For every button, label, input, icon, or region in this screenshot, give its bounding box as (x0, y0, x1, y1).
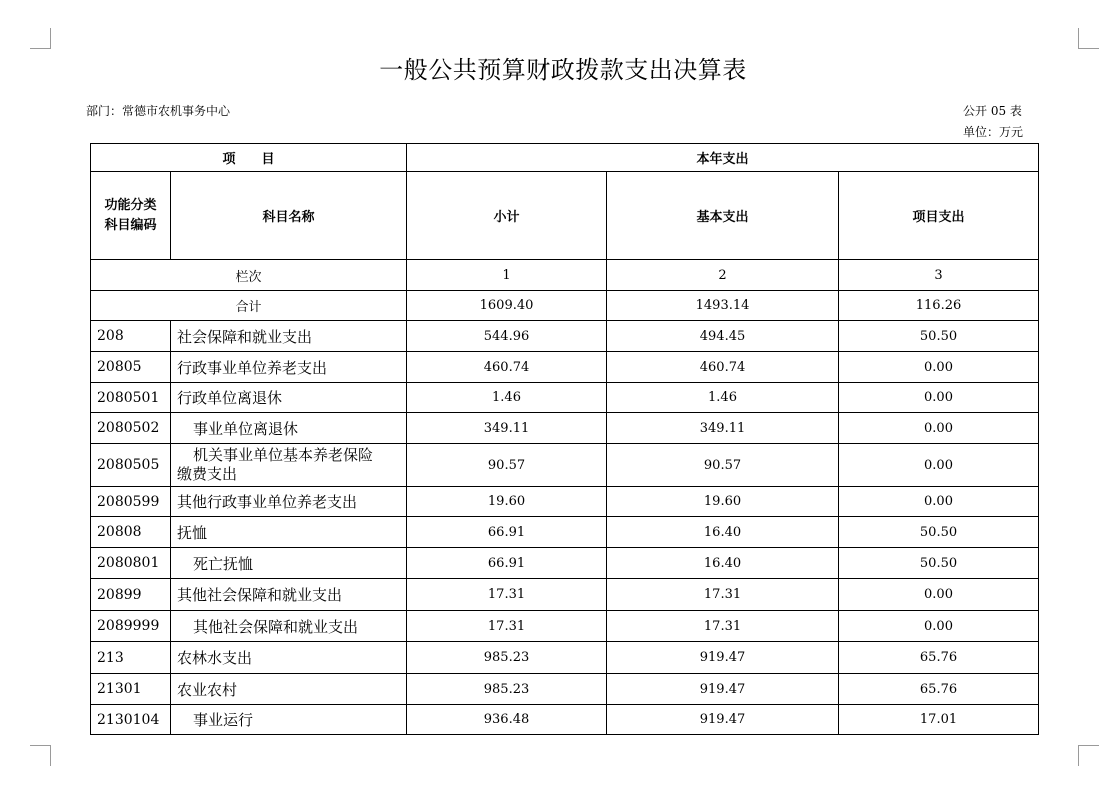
row-subtotal: 66.91 (407, 548, 607, 579)
row-code: 21301 (91, 674, 171, 705)
row-basic: 17.31 (607, 611, 839, 642)
total-label: 合计 (91, 291, 407, 321)
row-name: 行政单位离退休 (171, 383, 407, 413)
table-row (91, 352, 1039, 383)
row-subtotal: 985.23 (407, 674, 607, 705)
row-subtotal: 17.31 (407, 611, 607, 642)
header-name: 科目名称 (171, 172, 407, 260)
row-code: 2080502 (91, 413, 171, 444)
row-subtotal: 17.31 (407, 579, 607, 611)
table-row (91, 548, 1039, 579)
header-current-year: 本年支出 (407, 144, 1039, 172)
row-project: 50.50 (839, 517, 1039, 548)
row-code: 208 (91, 321, 171, 352)
row-project: 0.00 (839, 383, 1039, 413)
table-row (91, 705, 1039, 735)
header-subtotal: 小计 (407, 172, 607, 260)
header-project-exp: 项目支出 (839, 172, 1039, 260)
row-subtotal: 19.60 (407, 487, 607, 517)
row-name: 事业单位离退休 (171, 413, 407, 444)
crop-mark-bottom-right (1078, 745, 1099, 766)
row-basic: 90.57 (607, 444, 839, 487)
row-basic: 1.46 (607, 383, 839, 413)
header-project: 项 目 (91, 144, 407, 172)
row-project: 0.00 (839, 444, 1039, 487)
table-row (91, 674, 1039, 705)
row-subtotal: 985.23 (407, 642, 607, 674)
row-basic: 919.47 (607, 674, 839, 705)
column-number-2: 2 (607, 260, 839, 291)
row-subtotal: 66.91 (407, 517, 607, 548)
table-row (91, 321, 1039, 352)
row-name: 农业农村 (171, 674, 407, 705)
row-name: 其他社会保障和就业支出 (171, 611, 407, 642)
row-project: 0.00 (839, 352, 1039, 383)
row-name: 死亡抚恤 (171, 548, 407, 579)
row-project: 65.76 (839, 674, 1039, 705)
row-basic: 919.47 (607, 705, 839, 735)
total-project: 116.26 (839, 291, 1039, 321)
row-basic: 16.40 (607, 517, 839, 548)
row-subtotal: 936.48 (407, 705, 607, 735)
table-row (91, 517, 1039, 548)
unit-label: 单位：万元 (963, 125, 1024, 139)
row-code: 2080501 (91, 383, 171, 413)
row-subtotal: 1.46 (407, 383, 607, 413)
table-row (91, 413, 1039, 444)
total-subtotal: 1609.40 (407, 291, 607, 321)
page-title: 一般公共预算财政拨款支出决算表 (379, 56, 747, 84)
row-basic: 460.74 (607, 352, 839, 383)
crop-mark-bottom-left (30, 745, 51, 766)
row-project: 17.01 (839, 705, 1039, 735)
column-number-3: 3 (839, 260, 1039, 291)
row-basic: 919.47 (607, 642, 839, 674)
table-row (91, 487, 1039, 517)
row-name: 机关事业单位基本养老保险 缴费支出 (171, 444, 407, 487)
header-row-top (91, 144, 1039, 172)
row-name: 其他行政事业单位养老支出 (171, 487, 407, 517)
row-basic: 17.31 (607, 579, 839, 611)
table-row (91, 642, 1039, 674)
row-code: 20899 (91, 579, 171, 611)
row-code: 2080599 (91, 487, 171, 517)
row-code: 20808 (91, 517, 171, 548)
total-basic: 1493.14 (607, 291, 839, 321)
row-code: 2089999 (91, 611, 171, 642)
row-basic: 494.45 (607, 321, 839, 352)
crop-mark-top-right (1078, 28, 1099, 49)
column-number-1: 1 (407, 260, 607, 291)
column-number-row (91, 260, 1039, 291)
expenditure-table (90, 143, 1039, 735)
row-name: 事业运行 (171, 705, 407, 735)
table-row (91, 611, 1039, 642)
row-project: 50.50 (839, 548, 1039, 579)
row-code: 20805 (91, 352, 171, 383)
row-subtotal: 90.57 (407, 444, 607, 487)
row-project: 50.50 (839, 321, 1039, 352)
row-subtotal: 349.11 (407, 413, 607, 444)
row-name: 抚恤 (171, 517, 407, 548)
row-name: 行政事业单位养老支出 (171, 352, 407, 383)
row-name: 社会保障和就业支出 (171, 321, 407, 352)
row-basic: 19.60 (607, 487, 839, 517)
row-project: 0.00 (839, 579, 1039, 611)
row-name: 其他社会保障和就业支出 (171, 579, 407, 611)
row-code: 2080801 (91, 548, 171, 579)
row-project: 0.00 (839, 487, 1039, 517)
table-row (91, 383, 1039, 413)
row-subtotal: 544.96 (407, 321, 607, 352)
row-project: 0.00 (839, 611, 1039, 642)
table-number: 公开 05 表 (963, 104, 1022, 118)
row-project: 65.76 (839, 642, 1039, 674)
header-basic: 基本支出 (607, 172, 839, 260)
row-subtotal: 460.74 (407, 352, 607, 383)
row-project: 0.00 (839, 413, 1039, 444)
department-label: 部门：常德市农机事务中心 (86, 104, 231, 118)
row-basic: 16.40 (607, 548, 839, 579)
header-code: 功能分类科目编码 (91, 172, 171, 260)
table-row (91, 444, 1039, 487)
total-row (91, 291, 1039, 321)
column-number-label: 栏次 (91, 260, 407, 291)
header-row-columns (91, 172, 1039, 260)
table-row (91, 579, 1039, 611)
row-name: 农林水支出 (171, 642, 407, 674)
row-code: 2130104 (91, 705, 171, 735)
crop-mark-top-left (30, 28, 51, 49)
row-code: 2080505 (91, 444, 171, 487)
row-code: 213 (91, 642, 171, 674)
row-basic: 349.11 (607, 413, 839, 444)
